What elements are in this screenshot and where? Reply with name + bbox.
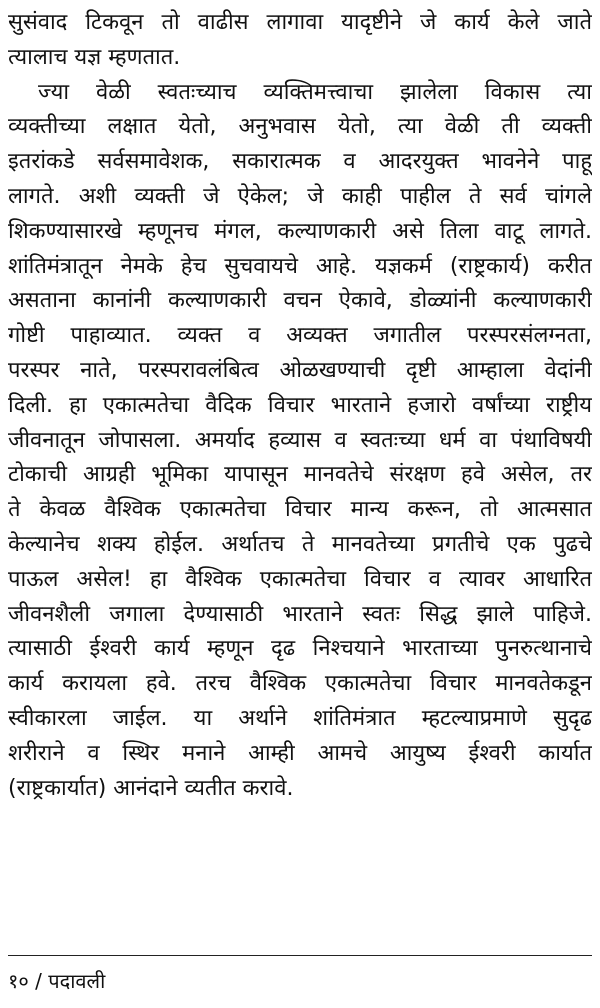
text-line: टोकाची आग्रही भूमिका यापासून मानवतेचे संरक्षण हवे असेल, तर bbox=[8, 462, 592, 488]
text-line: जीवनशैली जगाला देण्यासाठी भारताने स्वतः सिद्ध झाले पाहिजे. bbox=[8, 601, 592, 627]
text-line: जीवनातून जोपासला. अमर्याद हव्यास व स्वतःच्या धर्म वा पंथाविषयी bbox=[8, 427, 592, 453]
text-body bbox=[8, 6, 592, 806]
paragraph-2 bbox=[8, 76, 592, 807]
text-line: कार्य करायला हवे. तरच वैश्विक एकात्मतेचा विचार मानवतेकडून bbox=[8, 671, 592, 697]
paragraph-1 bbox=[8, 6, 592, 76]
text-line: शरीराने व स्थिर मनाने आम्ही आमचे आयुष्य ईश्वरी कार्यात bbox=[8, 740, 592, 766]
text-line: इतरांकडे सर्वसमावेशक, सकारात्मक व आदरयुक्त भावनेने पाहू bbox=[8, 149, 592, 175]
text-line: पाऊल असेल! हा वैश्विक एकात्मतेचा विचार व त्यावर आधारित bbox=[8, 566, 592, 592]
text-line: लागते. अशी व्यक्ती जे ऐकेल; जे काही पाहील ते सर्व चांगले bbox=[8, 183, 592, 209]
text-line: त्यालाच यज्ञ म्हणतात. bbox=[8, 44, 181, 70]
text-line: सुसंवाद टिकवून तो वाढीस लागावा यादृष्टीने जे कार्य केले जाते bbox=[8, 10, 592, 35]
text-line: शिकण्यासारखे म्हणूनच मंगल, कल्याणकारी असे तिला वाटू लागते. bbox=[8, 218, 592, 244]
text-line: शांतिमंत्रातून नेमके हेच सुचवायचे आहे. यज्ञकर्म (राष्ट्रकार्य) करीत bbox=[8, 253, 592, 279]
text-line: त्यासाठी ईश्वरी कार्य म्हणून दृढ निश्चयाने भारताच्या पुनरुत्थानाचे bbox=[8, 636, 592, 662]
text-line: दिली. हा एकात्मतेचा वैदिक विचार भारताने हजारो वर्षांच्या राष्ट्रीय bbox=[8, 392, 592, 418]
footer-divider bbox=[8, 955, 592, 956]
text-line: असताना कानांनी कल्याणकारी वचन ऐकावे, डोळ्यांनी कल्याणकारी bbox=[8, 288, 592, 314]
text-line: केल्यानेच शक्य होईल. अर्थातच ते मानवतेच्या प्रगतीचे एक पुढचे bbox=[8, 531, 592, 557]
text-line: ते केवळ वैश्विक एकात्मतेचा विचार मान्य करून, तो आत्मसात bbox=[8, 497, 592, 523]
text-line: गोष्टी पाहाव्यात. व्यक्त व अव्यक्त जगातील परस्परसंलग्नता, bbox=[8, 323, 592, 349]
text-line: व्यक्तीच्या लक्षात येतो, अनुभवास येतो, त्या वेळी ती व्यक्ती bbox=[8, 114, 592, 140]
text-line: (राष्ट्रकार्यात) आनंदाने व्यतीत करावे. bbox=[8, 775, 294, 801]
text-line: ज्या वेळी स्वतःच्याच व्यक्तिमत्त्वाचा झालेला विकास त्या bbox=[38, 79, 592, 105]
text-line: स्वीकारला जाईल. या अर्थाने शांतिमंत्रात म्हटल्याप्रमाणे सुदृढ bbox=[8, 705, 592, 731]
text-line: परस्पर नाते, परस्परावलंबित्व ओळखण्याची दृष्टी आम्हाला वेदांनी bbox=[8, 357, 592, 383]
page-footer-label: १० / पदावली bbox=[8, 969, 106, 993]
